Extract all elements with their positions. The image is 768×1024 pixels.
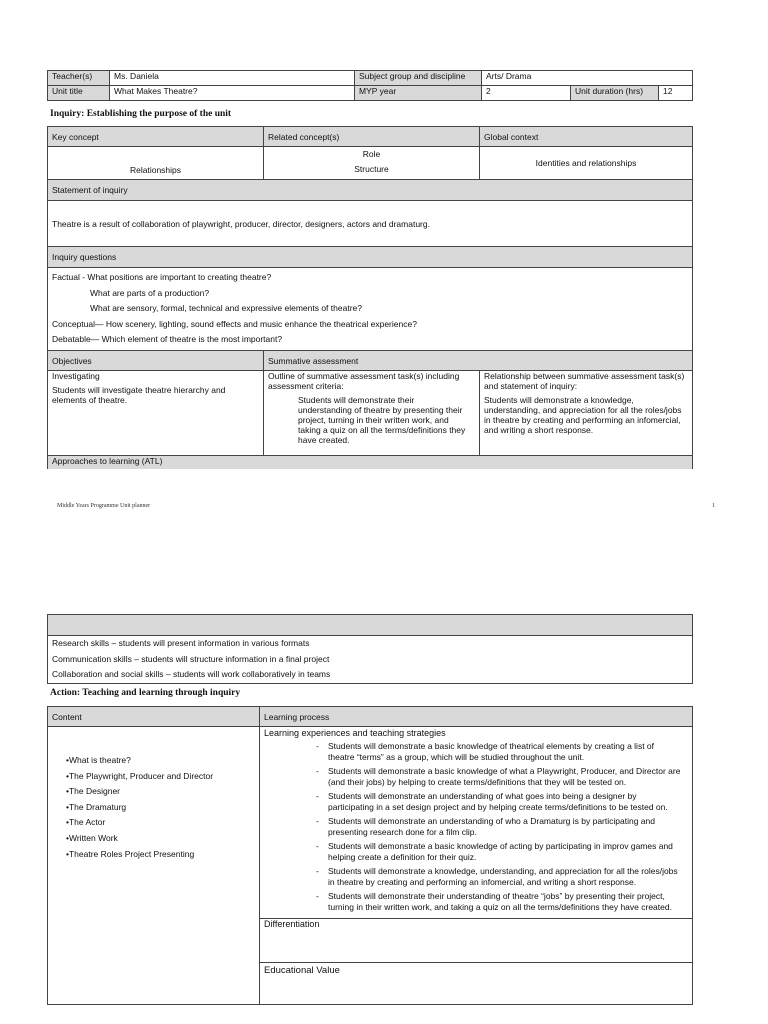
global-context-text: Identities and relationships (535, 158, 637, 168)
atl-item-research: Research skills – students will present information in various formats (52, 638, 310, 648)
dash-5: - (316, 841, 319, 851)
key-concept-label: Key concept (48, 127, 264, 147)
experience-text: Students will demonstrate their understanding of theatre “jobs” by presenting their project, turning in their written work, and taking a quiz on all the terms/definitions they have created. (328, 891, 672, 912)
action-heading-bold: Action (50, 688, 77, 698)
inquiry-heading-bold: Inquiry (50, 109, 82, 119)
experience-text: Students will demonstrate an understanding of what goes into being a designer by participating in a set design project and by helping create terms/definitions to be tested on. (328, 791, 668, 812)
objectives-label: Objectives (48, 351, 264, 371)
experience-text: Students will demonstrate an understanding of who a Dramaturg is by participating and presenting research done for a film clip. (328, 816, 655, 837)
myp-year-label: MYP year (355, 86, 482, 101)
statement-text: Theatre is a result of collaboration of playwright, producer, director, designers, actors and dramaturg. (48, 201, 693, 247)
relationship-label: Relationship between summative assessment task(s) and statement of inquiry: (484, 371, 685, 391)
atl-header-blank (48, 615, 693, 636)
experience-text: Students will demonstrate a basic knowledge of what a Playwright, Producer, and Director are (and their jobs) by helping to create terms/definitions that they will be tested on. (328, 766, 681, 787)
action-heading (50, 688, 240, 698)
inquiry-questions-label: Inquiry questions (48, 247, 693, 268)
inquiry-table (47, 126, 693, 469)
differentiation-cell (260, 919, 693, 963)
inquiry-heading-rest: : Establishing the purpose of the unit (81, 109, 232, 119)
action-table (47, 706, 693, 1005)
content-label: Content (48, 707, 260, 727)
teacher-label: Teacher(s) (48, 71, 110, 86)
page-number: 1 (712, 503, 715, 509)
dash-1: - (316, 741, 319, 751)
objectives-title: Investigating (52, 371, 100, 381)
key-concept-text: Relationships (129, 165, 182, 175)
educational-value-label: Educational Value (264, 965, 340, 976)
relationship-text: Students will demonstrate a knowledge, understanding, and appreciation for all the roles/jobs in theatre by creating and performing an infomercial, and writing a short response. (484, 395, 682, 435)
unit-title-value: What Makes Theatre? (110, 86, 355, 101)
atl-item-communication: Communication skills – students will structure information in a final project (52, 653, 330, 664)
duration-value: 12 (659, 86, 693, 101)
related-concepts-label: Related concept(s) (264, 127, 480, 147)
content-item: •What is theatre? (66, 755, 131, 765)
outline-text: Students will demonstrate their understanding of theatre by presenting their project, turning in their written work, and taking a quiz on all the terms/definitions they have created. (298, 395, 466, 445)
inquiry-heading (50, 109, 231, 119)
educational-value-cell (260, 963, 693, 1005)
dash-7: - (316, 891, 319, 901)
action-heading-rest: : Teaching and learning through inquiry (76, 688, 241, 698)
duration-label: Unit duration (hrs) (571, 86, 659, 101)
conceptual-question: Conceptual— How scenery, lighting, sound effects and music enhance the theatrical experience? (52, 318, 417, 329)
global-context-value (480, 147, 693, 180)
myp-year-value: 2 (482, 86, 571, 101)
content-cell (48, 727, 260, 1005)
experience-item (264, 816, 688, 837)
experience-item (264, 766, 688, 787)
content-list (52, 753, 255, 862)
factual-question-2: What are parts of a production? (90, 287, 210, 298)
key-concept-value (48, 147, 264, 180)
experience-text: Students will demonstrate a basic knowledge of theatrical elements by creating a list of theatre “terms” as a group, which will be studied throughout the unit. (328, 741, 655, 762)
atl-label: Approaches to learning (ATL) (48, 456, 693, 469)
experience-item (264, 841, 688, 862)
header-table (47, 70, 693, 101)
related-concept-role: Role (362, 149, 381, 159)
relationship-cell (480, 371, 693, 456)
summative-label: Summative assessment (264, 351, 693, 371)
footer-title: Middle Years Programme Unit planner (57, 503, 151, 509)
experiences-label: Learning experiences and teaching strategies (264, 728, 446, 738)
dash-3: - (316, 791, 319, 801)
experiences-cell (260, 727, 693, 919)
unit-title-label: Unit title (48, 86, 110, 101)
atl-table (47, 614, 693, 684)
content-item: •Theatre Roles Project Presenting (66, 848, 195, 859)
statement-label: Statement of inquiry (48, 180, 693, 201)
atl-items (48, 636, 693, 684)
factual-question: Factual - What positions are important to creating theatre? (52, 272, 272, 282)
experience-item (264, 741, 688, 762)
content-item: •The Dramaturg (66, 801, 127, 812)
dash-4: - (316, 816, 319, 826)
dash-2: - (316, 766, 319, 776)
differentiation-label: Differentiation (264, 919, 320, 929)
content-item: •The Actor (66, 817, 106, 828)
atl-item-collaboration: Collaboration and social skills – students will work collaboratively in teams (52, 669, 331, 680)
global-context-label: Global context (480, 127, 693, 147)
subject-label: Subject group and discipline (355, 71, 482, 86)
objectives-text: Students will investigate theatre hierarchy and elements of theatre. (52, 385, 226, 405)
related-concept-structure: Structure (354, 164, 389, 174)
dash-6: - (316, 866, 319, 876)
debatable-question: Debatable— Which element of theatre is the most important? (52, 334, 283, 345)
outline-label: Outline of summative assessment task(s) including assessment criteria: (268, 371, 460, 391)
factual-question-3: What are sensory, formal, technical and expressive elements of theatre? (90, 303, 362, 314)
content-item: •The Designer (66, 786, 121, 797)
experience-text: Students will demonstrate a basic knowledge of acting by participating in improv games and helping create a definition for their quiz. (328, 841, 673, 862)
experience-item (264, 866, 688, 887)
subject-value: Arts/ Drama (482, 71, 693, 86)
experience-text: Students will demonstrate a knowledge, understanding, and appreciation for all the roles/jobs in theatre by creating and performing an infomercial, and writing a short response. (328, 866, 678, 887)
experience-item (264, 891, 688, 912)
content-item: •The Playwright, Producer and Director (66, 770, 214, 781)
experience-item (264, 791, 688, 812)
content-item: •Written Work (66, 832, 118, 843)
process-label: Learning process (260, 707, 693, 727)
related-concepts-value (264, 147, 480, 180)
teacher-value: Ms. Daniela (110, 71, 355, 86)
objectives-cell (48, 371, 264, 456)
inquiry-questions (48, 268, 693, 351)
outline-cell (264, 371, 480, 456)
